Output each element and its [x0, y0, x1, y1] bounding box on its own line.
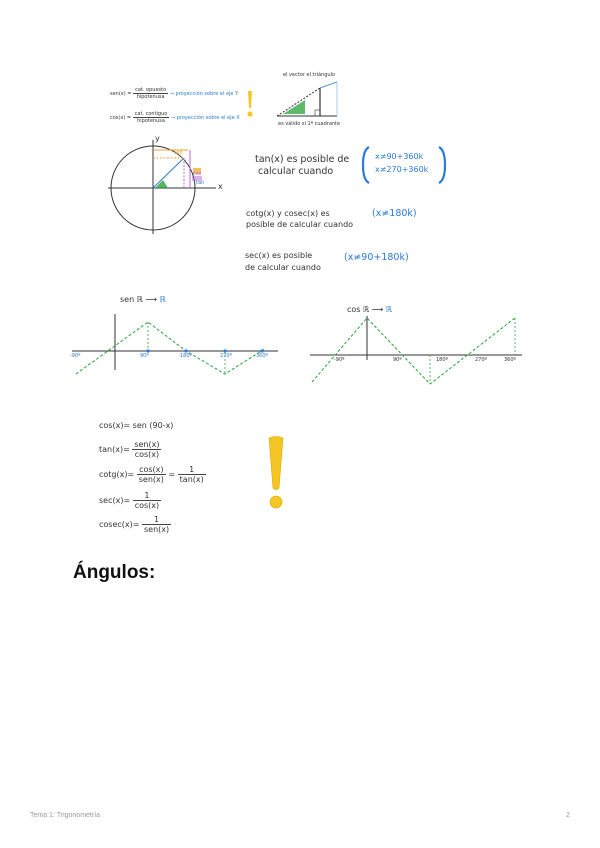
identity-cosec	[99, 515, 171, 534]
right-triangle-diagram	[275, 78, 345, 120]
identity-cosec-fraction	[142, 515, 171, 534]
sin-graph-arrow: ⟶	[145, 295, 158, 304]
cos-fraction	[133, 111, 170, 124]
identity-cotg-num2: 1	[178, 465, 206, 475]
tan-condition-text	[255, 154, 349, 178]
sin-graph-codomain: ℝ	[159, 295, 166, 304]
cos-note: proyección sobre el eje X	[176, 115, 240, 121]
identity-cotg-fraction	[137, 465, 166, 484]
cos-graph-domain: ℝ	[363, 305, 370, 314]
sin-lhs: sen(x) =	[110, 91, 132, 97]
cos-numerator: cat. contiguo	[134, 111, 168, 117]
sec-condition: (x≠90+180k)	[344, 252, 409, 263]
tan-conditions	[375, 150, 428, 176]
identity-sec-den: cos(x)	[134, 501, 160, 510]
cot-text-line2: posible de calcular cuando	[246, 220, 354, 229]
identity-cotg-equals: =	[168, 470, 176, 479]
cos-tick-4: 360º	[504, 357, 516, 363]
identity-cotg-fraction-2	[178, 465, 206, 484]
tan-left-brace	[361, 146, 371, 184]
identity-sec-fraction	[133, 491, 161, 510]
identity-cotg-num: cos(x)	[137, 465, 166, 475]
tan-cond-2: x≠270+360k	[375, 165, 429, 174]
sin-numerator: cat. opuesto	[135, 87, 167, 93]
circle-small-label: cos	[193, 171, 202, 177]
sin-tick-3: 270º	[220, 353, 232, 359]
sin-graph-func: sen	[120, 295, 135, 304]
sine-graph	[72, 308, 280, 383]
identity-cos: cos(x)= sen (90-x)	[99, 421, 174, 430]
circle-y-label: y	[155, 134, 160, 143]
identity-sec-lhs: sec(x)=	[99, 496, 131, 505]
identity-cosec-lhs: cosec(x)=	[99, 520, 140, 529]
sin-arrow: →	[169, 91, 174, 97]
cos-graph-arrow: ⟶	[371, 305, 384, 314]
circle-x-label: x	[218, 182, 223, 191]
sin-fraction	[133, 87, 168, 100]
sin-tick-4: 360º	[256, 353, 268, 359]
sin-graph-domain: ℝ	[136, 295, 144, 304]
unit-circle-diagram	[108, 138, 226, 238]
triangle-bottom-note: es válido si 1ª cuadrante	[278, 121, 341, 127]
sin-definition	[110, 87, 238, 100]
cos-tick-3: 270º	[475, 357, 487, 363]
sin-tick-0: -90º	[70, 353, 81, 359]
page-number: 2	[566, 812, 570, 819]
tan-cond-1: x≠90+360k	[375, 152, 424, 161]
cosine-graph	[310, 312, 525, 386]
identity-tan-den: cos(x)	[134, 450, 160, 459]
identity-cosec-num: 1	[142, 515, 171, 525]
identity-cotg-den2: tan(x)	[179, 475, 204, 484]
tan-text-line1: tan(x) es posible de	[255, 154, 350, 165]
cos-tick-1: 90º	[393, 357, 402, 363]
sin-note: proyección sobre el eje Y	[175, 91, 239, 97]
identity-sec	[99, 491, 161, 510]
identity-tan-fraction	[132, 440, 161, 459]
cos-tick-2: 180º	[436, 357, 448, 363]
sec-condition-text	[245, 250, 321, 274]
cos-tick-0: -90º	[334, 357, 345, 363]
sec-text-line1: sec(x) es posible	[245, 251, 313, 260]
exclamation-small-icon	[246, 90, 254, 118]
sin-tick-1: 90º	[140, 353, 149, 359]
footer-left: Tema 1: Trigonometría	[30, 812, 101, 819]
sin-tick-2: 180º	[180, 353, 192, 359]
sec-text-line2: de calcular cuando	[245, 263, 321, 272]
circle-small-label: sen	[174, 150, 183, 156]
tan-text-line2: calcular cuando	[258, 166, 334, 177]
identity-cotg-den: sen(x)	[138, 475, 164, 484]
cos-arrow: →	[170, 115, 176, 121]
identity-tan-lhs: tan(x)=	[99, 445, 130, 454]
identity-cotg	[99, 465, 206, 484]
tan-right-brace	[437, 146, 447, 184]
circle-small-label: tan	[196, 180, 205, 186]
cos-definition	[110, 111, 240, 124]
identity-cosec-den: sen(x)	[144, 525, 170, 534]
cos-lhs: cos(x) =	[110, 115, 132, 121]
cos-graph-func: cos	[347, 305, 361, 314]
identity-sec-num: 1	[133, 491, 161, 501]
sin-denominator: hipotenusa	[136, 94, 165, 100]
cos-graph-codomain: ℝ	[385, 305, 393, 314]
identity-tan	[99, 440, 161, 459]
cot-condition-text	[246, 208, 353, 230]
triangle-top-note: el vector el triángulo	[283, 72, 335, 78]
cot-text-line1: cotg(x) y cosec(x) es	[246, 209, 330, 218]
identity-tan-num: sen(x)	[134, 440, 160, 449]
cos-denominator: hipotenusa	[137, 118, 165, 124]
cot-condition: (x≠180k)	[372, 208, 417, 219]
exclamation-large-icon	[266, 436, 286, 512]
section-heading-angulos: Ángulos:	[73, 562, 156, 583]
identity-cotg-lhs: cotg(x)=	[99, 470, 135, 479]
sin-graph-title	[120, 295, 166, 304]
